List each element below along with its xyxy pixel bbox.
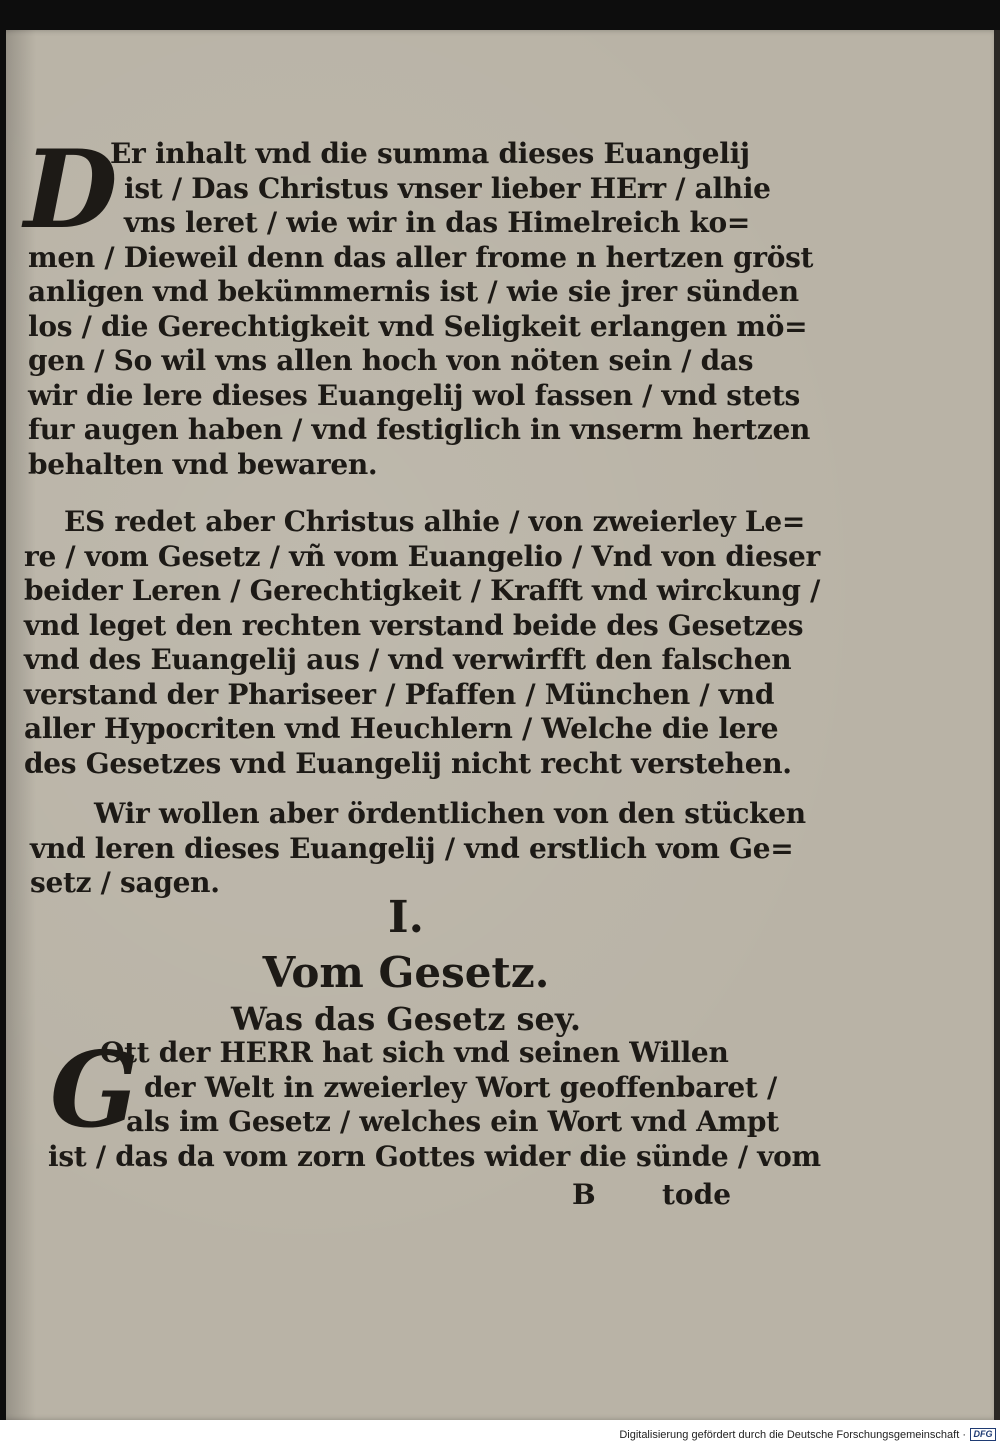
text-line: ist / Das Christus vnser lieber HErr / alhie [124,171,771,205]
page-edge [994,30,1000,1420]
text-line: beider Leren / Gerechtigkeit / Krafft vnd wirckung / [24,574,820,607]
footer-credit-text: Digitalisierung gefördert durch die Deutsche Forschungsgemeinschaft · [619,1429,966,1441]
text-line: Wir wollen aber ördentlichen von den stücken [94,797,806,830]
text-line: des Gesetzes vnd Euangelij nicht recht verstehen. [24,746,792,780]
text-line: der Welt in zweierley Wort geoffenbaret / [144,1070,777,1104]
text-line: vnd leren dieses Euangelij / vnd erstlich vom Ge= [30,831,794,865]
paragraph-law [48,1028,821,1174]
paragraph-two-doctrines [24,505,820,781]
drop-cap-initial-g: G [50,1028,139,1151]
text-line: men / Dieweil denn das aller frome n hertzen gröst [28,240,814,274]
text-line: setz / sagen. [30,866,220,899]
signature-mark: B [572,1178,596,1211]
section-number: I. [388,892,424,943]
text-line: vns leret / wie wir in das Himelreich ko= [124,206,751,239]
text-line: als im Gesetz / welches ein Wort vnd Ampt [126,1105,779,1138]
paragraph-order [30,797,806,901]
section-subtitle: Was das Gesetz sey. [231,1000,581,1038]
paragraph-intro [20,127,814,482]
text-line: Er inhalt vnd die summa dieses Euangelij [110,137,750,170]
drop-cap-initial-d: D [24,127,118,253]
text-line: wir die lere dieses Euangelij wol fassen / vnd stets [28,378,800,412]
text-line: verstand der Phariseer / Pfaffen / München / vnd [24,677,775,711]
text-line: ist / das da vom zorn Gottes wider die sünde / vom [48,1139,821,1173]
text-line: vnd leget den rechten verstand beide des Gesetzes [24,608,804,642]
text-line: behalten vnd bewaren. [28,447,378,481]
scanned-page [6,30,1000,1420]
text-line: ES redet aber Christus alhie / von zweierley Le= [64,505,805,538]
dfg-logo-icon: DFG [970,1428,996,1441]
text-line: gen / So wil vns allen hoch von nöten sein / das [28,344,754,377]
text-line: Ott der HERR hat sich vnd seinen Willen [100,1036,729,1069]
text-line: fur augen haben / vnd festiglich in vnserm hertzen [28,413,811,446]
catchword: tode [662,1178,732,1211]
text-line: aller Hypocriten vnd Heuchlern / Welche die lere [24,712,779,745]
text-line: re / vom Gesetz / vñ vom Euangelio / Vnd von dieser [24,539,820,573]
text-line: los / die Gerechtigkeit vnd Seligkeit erlangen mö= [28,309,808,343]
text-line: anligen vnd bekümmernis ist / wie sie jrer sünden [28,275,799,308]
text-line: vnd des Euangelij aus / vnd verwirfft den falschen [24,643,792,676]
section-title: Vom Gesetz. [262,948,550,997]
